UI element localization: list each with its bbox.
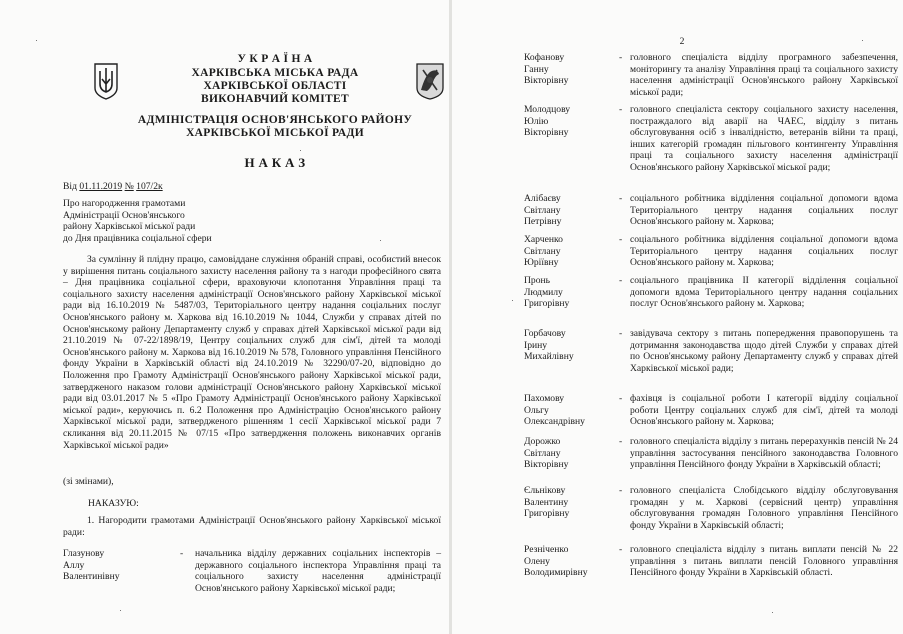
subject-line: Про нагородження грамотами (63, 198, 186, 209)
preamble-tail: (зі змінами), (63, 476, 114, 487)
recipient-name: Горбачову Ірину Михайлівну (524, 328, 574, 363)
recipient-position: головного спеціаліста відділу з питань перерахунків пенсій № 24 управління застосування пенсійного законодавства Головного управління Пенсійного фонду України в Харківській області; (630, 436, 898, 471)
administration-line: ХАРКІВСЬКОЇ МІСЬКОЇ РАДИ (186, 127, 364, 139)
entry-dash: - (619, 393, 623, 404)
council-heading (140, 67, 410, 106)
recipient-position: головного спеціаліста відділу з питань виплати пенсій № 22 управління з питань виплати пенсій Головного управління Пенсійного фонду України в Харківській області. (630, 544, 898, 579)
recipient-name: Єльнікову Валентину Григорівну (524, 485, 570, 520)
entry-dash: - (619, 436, 623, 447)
item-1-paragraph: 1. Нагородити грамотами Адміністрації Основ'янського району Харківської міської ради: (63, 515, 441, 538)
preamble-paragraph: За сумлінну й плідну працю, самовіддане служіння обраній справі, особистий внесок у вирішення питань соціального захисту населення району та з нагоди професійного свята – Дня працівника соціальної сфери, враховуючи клопотання Управління праці та соціального захисту населення адміністрації Основ'янського району Харківської міської ради від 16.10.2019 № 5487/03, Територіального центру надання соціальних послуг Основ'янського району м. Харкова від 16.10.2019 № 1044, Служби у справах дітей по Основ'янському району Департаменту служб у справах дітей Харківської міської ради від 21.10.2019 № 07-22/1898/19, Центру соціальних служб для сім'ї, дітей та молоді Основ'янського району м. Харкова від 16.10.2019 № 578, Головного управління Пенсійного фонду України в Харківській області від 24.10.2019 № 32290/07-20, відповідно до Положення про Грамоту Адміністрації Основ'янського району Харківської міської ради, затвердженого наказом голови адміністрації Основ'янського району Харківської міської ради від 03.01.2017 № 5 «Про Грамоту Адміністрації Основ'янського району Харківської міської ради», керуючись п. 6.2 Положення про Адміністрацію Основ'янського району Харківської міської ради, затвердженого рішенням 1 сесії Харківської міської ради 7 скликання від 20.11.2015 № 07/15 «Про затвердження положень виконавчих органів Харківської міської ради» (63, 254, 441, 451)
recipient-name: Дорожко Світлану Вікторівну (524, 436, 569, 471)
council-line: ХАРКІВСЬКОЇ ОБЛАСТІ (203, 80, 347, 92)
order-date: 01.11.2019 (79, 181, 123, 192)
order-number: 107/2к (136, 181, 163, 192)
order-number-label: № (124, 181, 134, 192)
recipient-position: завідувача сектору з питань попередження правопорушень та дотримання законодавства щодо дітей Служби у справах дітей по Основ'янському району Департаменту служб у справах дітей Харківської міської ради; (630, 328, 898, 374)
recipient-position: головного спеціаліста відділу програмного забезпечення, моніторингу та аналізу Управління праці та соціального захисту населення адміністрації Основ'янського району Харківської міської ради; (630, 52, 898, 98)
doc-type-heading: Н А К А З (244, 155, 306, 170)
recipient-name: Кофанову Ганну Вікторівну (524, 52, 569, 87)
recipient-position: фахівця із соціальної роботи I категорії відділу соціальної роботи Центру соціальних служб для сім'ї, дітей та молоді Основ'янського району м. Харкова; (630, 393, 898, 428)
recipient-position: соціального робітника відділення соціальної допомоги вдома Територіального центру надання соціальних послуг Основ'янського району м. Харкова; (630, 234, 898, 269)
entry-dash: - (619, 193, 623, 204)
country-heading: У К Р А Ї Н А (237, 53, 313, 65)
subject-line: Адміністрації Основ'янського (63, 209, 185, 221)
left-page (0, 0, 450, 634)
order-prefix: Від (63, 181, 77, 192)
recipient-name: Пронь Людмилу Григорівну (524, 275, 570, 310)
recipient-name: Алібаєву Світлану Петрівну (524, 193, 562, 228)
council-line: ХАРКІВСЬКА МІСЬКА РАДА (191, 67, 359, 79)
entry-dash: - (619, 275, 623, 286)
order-date-number (63, 181, 303, 193)
administration-heading (130, 114, 420, 140)
administration-line: АДМІНІСТРАЦІЯ ОСНОВ'ЯНСЬКОГО РАЙОНУ (137, 114, 413, 126)
entry-dash: - (619, 104, 623, 115)
entry-dash: - (619, 328, 623, 339)
recipient-position: соціального робітника відділення соціальної допомоги вдома Територіального центру надання соціальних послуг Основ'янського району м. Харкова; (630, 193, 898, 228)
recipient-position: головного спеціаліста Слобідського відділу обслуговування громадян у м. Харкові (сервісний центр) управління обслуговування громадян Головного управління Пенсійного фонду України в Харківській області; (630, 485, 898, 531)
recipient-name: Харченко Світлану Юріївну (524, 234, 563, 269)
entry-dash: - (619, 234, 623, 245)
recipient-position: соціального працівника II категорії відділення соціальної допомоги вдома Територіального центру надання соціальних послуг Основ'янського району м. Харкова; (630, 275, 898, 310)
subject-line: району Харківської міської ради (63, 221, 196, 233)
ukraine-coat-of-arms-icon (93, 62, 119, 100)
recipient-name: Молодцову Юлію Вікторівну (524, 104, 571, 139)
recipient-position: головного спеціаліста сектору соціального захисту населення, постраждалого від аварії на ЧАЕС, відділу з питань обслуговування осіб з інвалідністю, ветеранів війни та праці, інших категорій громадян пільгового контингенту Управління праці та соціального захисту населення адміністрації Основ'янського району Харківської міської ради; (630, 104, 898, 173)
page-number: 2 (679, 36, 685, 47)
subject-line: до Дня працівника соціальної сфери (63, 232, 212, 244)
orders-label: НАКАЗУЮ: (88, 498, 139, 509)
entry-dash: - (619, 52, 623, 63)
council-line: ВИКОНАВЧИЙ КОМІТЕТ (201, 93, 349, 105)
kharkiv-coat-of-arms-icon (415, 62, 445, 100)
recipient-name: Пахомову Ольгу Олександрівну (524, 393, 585, 428)
recipient-name: Глазунову Аллу Валентинівну (63, 548, 120, 583)
recipient-position: начальника відділу державних соціальних інспекторів – державного соціального інспектора Управління праці та соціального захисту населення адміністрації Основ'янського району Харківської міської ради; (195, 548, 441, 594)
entry-dash: - (619, 544, 623, 555)
entry-dash: - (180, 548, 184, 559)
right-page (452, 0, 903, 634)
recipient-name: Резніченко Олену Володимирівну (524, 544, 588, 579)
order-subject (63, 198, 283, 244)
entry-dash: - (619, 485, 623, 496)
